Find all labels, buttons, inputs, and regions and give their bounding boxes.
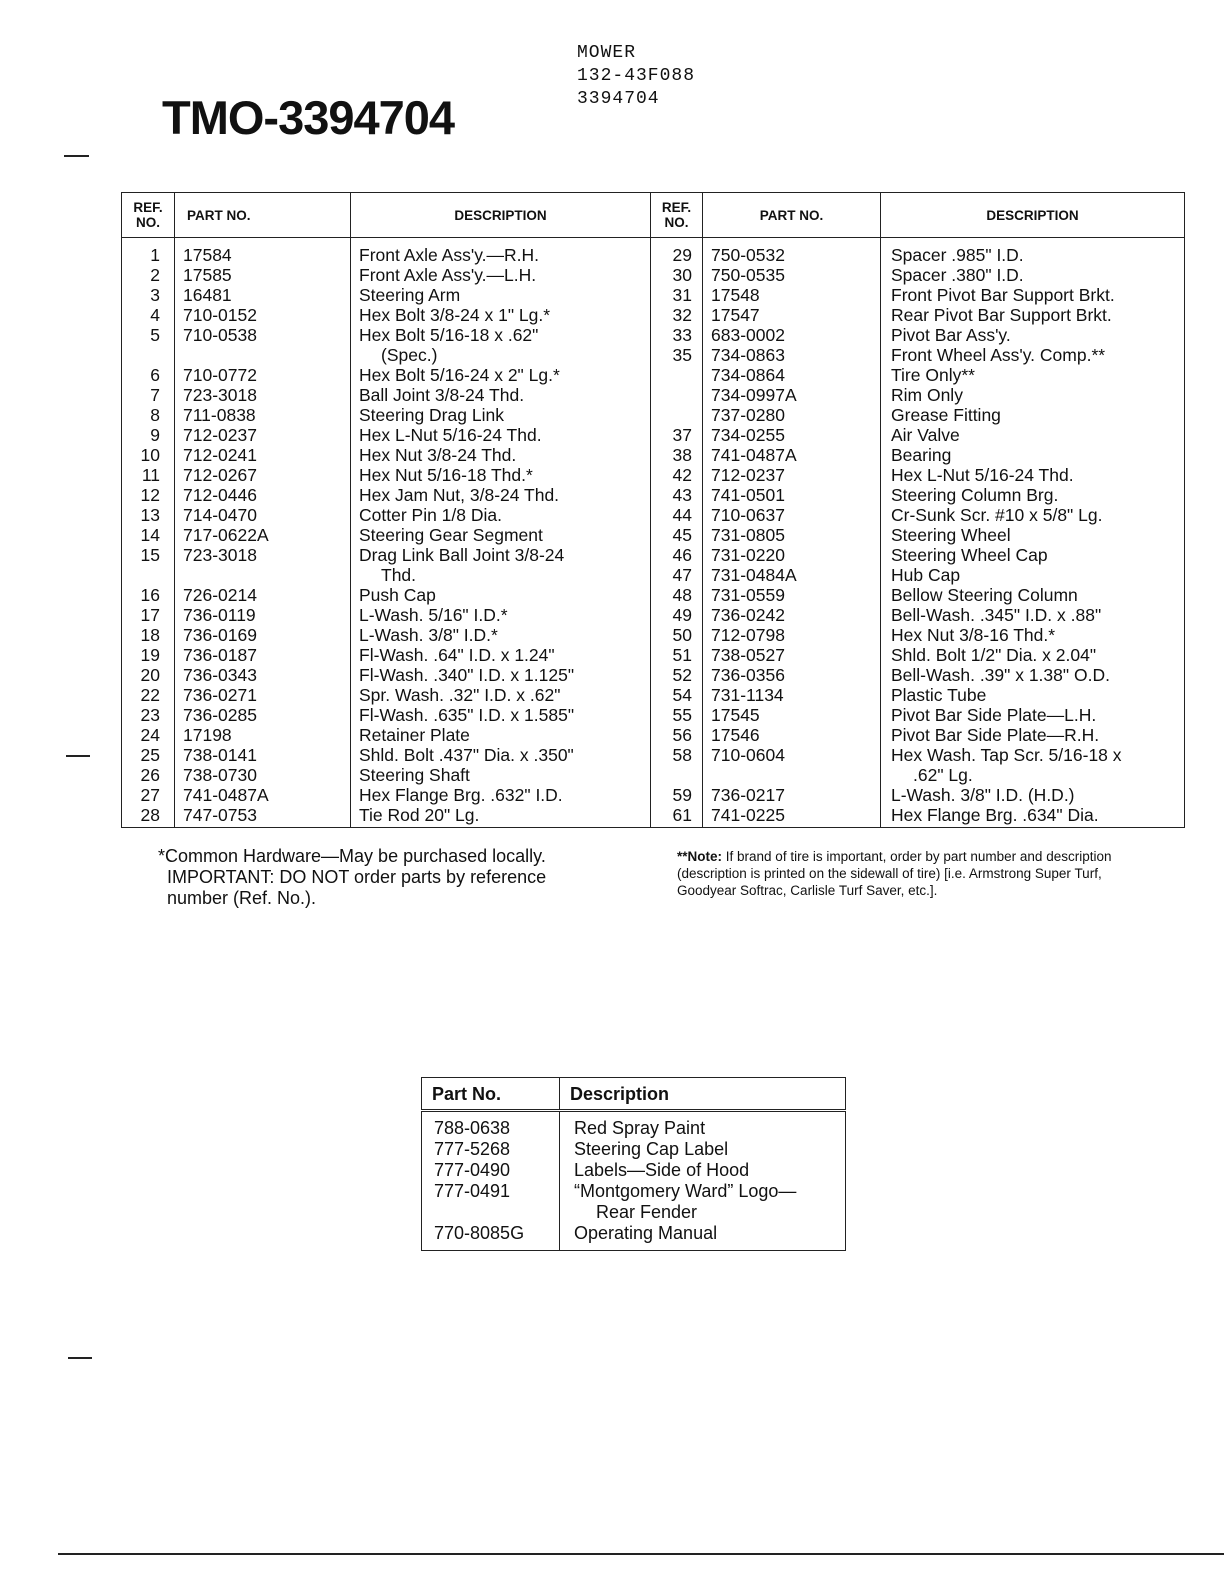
description-cell: Steering Shaft <box>351 765 651 785</box>
description-cell: Front Axle Ass'y.—R.H. <box>351 238 651 266</box>
table-row <box>122 445 1185 465</box>
description-cell: Steering Gear Segment <box>351 525 651 545</box>
description-continuation: .62" Lg. <box>913 765 973 785</box>
part-no-cell: 741-0487A <box>175 785 351 805</box>
part-no-cell: 777-0490 <box>422 1160 560 1181</box>
ref-no-header: REF. NO. <box>122 193 175 238</box>
part-no-cell: 712-0241 <box>175 445 351 465</box>
ref-no-cell: 38 <box>651 445 703 465</box>
table-row <box>122 605 1185 625</box>
part-no-cell: 736-0242 <box>703 605 881 625</box>
table-row <box>122 365 1185 385</box>
ref-no-cell <box>651 405 703 425</box>
description-cell: Hex Flange Brg. .632" I.D. <box>351 785 651 805</box>
part-no-cell: 750-0535 <box>703 265 881 285</box>
table-row <box>122 238 1185 266</box>
part-no-cell: 711-0838 <box>175 405 351 425</box>
ref-no-cell: 37 <box>651 425 703 445</box>
table-row <box>122 505 1185 525</box>
parts-table <box>121 192 1185 828</box>
parts-table-body <box>122 238 1185 828</box>
description-cell: Air Valve <box>881 425 1185 445</box>
table-row <box>122 545 1185 565</box>
table-row <box>122 405 1185 425</box>
description-cell: Steering Cap Label <box>560 1139 846 1160</box>
additional-parts-body <box>422 1111 846 1251</box>
table-row <box>122 665 1185 685</box>
description-cell: Front Wheel Ass'y. Comp.** <box>881 345 1185 365</box>
description-continuation: (Spec.) <box>381 345 438 365</box>
part-no-cell: 712-0798 <box>703 625 881 645</box>
part-no-cell <box>703 765 881 785</box>
description-cell: Tie Rod 20" Lg. <box>351 805 651 828</box>
table-row <box>122 465 1185 485</box>
description-cell <box>560 1202 846 1223</box>
ref-no-cell: 6 <box>122 365 175 385</box>
ref-no-cell: 9 <box>122 425 175 445</box>
description-cell: L-Wash. 3/8" I.D. (H.D.) <box>881 785 1185 805</box>
ref-no-cell: 24 <box>122 725 175 745</box>
note-line: number (Ref. No.). <box>167 888 317 908</box>
table-row <box>122 385 1185 405</box>
table-row <box>122 305 1185 325</box>
ref-no-cell <box>651 385 703 405</box>
model-line-code: 3394704 <box>577 89 660 109</box>
ref-no-cell: 10 <box>122 445 175 465</box>
description-cell: Spr. Wash. .32" I.D. x .62" <box>351 685 651 705</box>
part-no-cell: 738-0141 <box>175 745 351 765</box>
table-row <box>422 1181 846 1202</box>
note-line: IMPORTANT: DO NOT order parts by reference <box>167 867 547 887</box>
part-no-cell: 723-3018 <box>175 385 351 405</box>
description-cell: Rim Only <box>881 385 1185 405</box>
model-line-number: 132-43F088 <box>577 66 696 86</box>
margin-mark <box>64 155 89 157</box>
ref-no-cell: 33 <box>651 325 703 345</box>
description-cell: Grease Fitting <box>881 405 1185 425</box>
description-cell: Fl-Wash. .340" I.D. x 1.125" <box>351 665 651 685</box>
table-row <box>122 485 1185 505</box>
description-header-right: DESCRIPTION <box>881 193 1185 238</box>
model-info <box>577 42 695 111</box>
table-row <box>122 565 1185 585</box>
table-row <box>122 325 1185 345</box>
ref-no-cell: 19 <box>122 645 175 665</box>
bottom-rule <box>58 1553 1224 1555</box>
description-cell: Hex Bolt 5/16-18 x .62" <box>351 325 651 345</box>
part-no-cell: 777-5268 <box>422 1139 560 1160</box>
part-no-cell: 731-0805 <box>703 525 881 545</box>
description-cell: Hex Jam Nut, 3/8-24 Thd. <box>351 485 651 505</box>
ref-no-cell: 20 <box>122 665 175 685</box>
ref-no-cell: 61 <box>651 805 703 828</box>
part-no-cell: 788-0638 <box>422 1111 560 1140</box>
ref-no-cell: 31 <box>651 285 703 305</box>
description-continuation: Thd. <box>381 565 417 585</box>
tire-note-text: If brand of tire is important, order by part number and description (description is printed on the sidewall of tire) [i.e. Armstrong Super Turf, Goodyear Softrac, Carlisle Turf Saver, etc.]. <box>677 849 1112 898</box>
ref-no-cell <box>651 365 703 385</box>
part-no-header: PART NO. <box>175 193 351 238</box>
description-cell: Fl-Wash. .64" I.D. x 1.24" <box>351 645 651 665</box>
part-no-cell: 712-0237 <box>703 465 881 485</box>
part-no-cell: 17585 <box>175 265 351 285</box>
ref-no-cell: 23 <box>122 705 175 725</box>
part-no-cell: 734-0255 <box>703 425 881 445</box>
part-no-cell: 712-0267 <box>175 465 351 485</box>
ref-no-cell: 8 <box>122 405 175 425</box>
ref-no-cell: 32 <box>651 305 703 325</box>
description-cell: Cr-Sunk Scr. #10 x 5/8" Lg. <box>881 505 1185 525</box>
table-row <box>422 1223 846 1251</box>
margin-mark <box>68 1357 92 1359</box>
ref-no-cell: 50 <box>651 625 703 645</box>
ref-no-cell: 48 <box>651 585 703 605</box>
description-cell: Steering Column Brg. <box>881 485 1185 505</box>
part-no-cell: 750-0532 <box>703 238 881 266</box>
part-no-cell: 736-0271 <box>175 685 351 705</box>
ref-no-header-right: REF. NO. <box>651 193 703 238</box>
description-cell: Spacer .380" I.D. <box>881 265 1185 285</box>
description-cell: Hex Nut 5/16-18 Thd.* <box>351 465 651 485</box>
ref-no-cell: 1 <box>122 238 175 266</box>
description-cell: Plastic Tube <box>881 685 1185 705</box>
description-cell: “Montgomery Ward” Logo— <box>560 1181 846 1202</box>
part-no-cell: 731-1134 <box>703 685 881 705</box>
part-no-cell: 777-0491 <box>422 1181 560 1202</box>
part-no-cell: 726-0214 <box>175 585 351 605</box>
ref-no-cell: 13 <box>122 505 175 525</box>
description-cell: Hub Cap <box>881 565 1185 585</box>
ref-no-cell: 12 <box>122 485 175 505</box>
part-no-cell <box>175 345 351 365</box>
part-no-cell: 736-0187 <box>175 645 351 665</box>
description-cell: Hex Wash. Tap Scr. 5/16-18 x <box>881 745 1185 765</box>
additional-parts-header <box>422 1078 846 1111</box>
part-no-cell: 712-0446 <box>175 485 351 505</box>
part-no-cell: 17198 <box>175 725 351 745</box>
part-no-cell: 710-0538 <box>175 325 351 345</box>
table-row <box>122 625 1185 645</box>
part-no-cell <box>175 565 351 585</box>
description-cell: Hex Nut 3/8-24 Thd. <box>351 445 651 465</box>
table-row <box>122 585 1185 605</box>
description-cell: Bell-Wash. .39" x 1.38" O.D. <box>881 665 1185 685</box>
part-no-cell: 714-0470 <box>175 505 351 525</box>
ref-no-cell: 52 <box>651 665 703 685</box>
part-no-cell: 738-0527 <box>703 645 881 665</box>
description-cell: Bearing <box>881 445 1185 465</box>
part-no-cell: 723-3018 <box>175 545 351 565</box>
description-cell: Hex Nut 3/8-16 Thd.* <box>881 625 1185 645</box>
ref-no-cell: 11 <box>122 465 175 485</box>
description-cell: Front Pivot Bar Support Brkt. <box>881 285 1185 305</box>
table-row <box>122 685 1185 705</box>
ref-no-cell: 5 <box>122 325 175 345</box>
part-no-cell: 710-0637 <box>703 505 881 525</box>
ref-no-cell: 7 <box>122 385 175 405</box>
ref-no-cell: 27 <box>122 785 175 805</box>
ref-no-cell: 15 <box>122 545 175 565</box>
part-no-cell: 17584 <box>175 238 351 266</box>
description-cell: Labels—Side of Hood <box>560 1160 846 1181</box>
part-no-header-right: PART NO. <box>703 193 881 238</box>
description-cell: Hex L-Nut 5/16-24 Thd. <box>881 465 1185 485</box>
table-row <box>422 1202 846 1223</box>
ref-no-cell: 46 <box>651 545 703 565</box>
model-line-type: MOWER <box>577 43 637 63</box>
ref-no-cell: 28 <box>122 805 175 828</box>
part-no-cell: 731-0559 <box>703 585 881 605</box>
description-cell: Drag Link Ball Joint 3/8-24 <box>351 545 651 565</box>
part-no-cell: 747-0753 <box>175 805 351 828</box>
description-cell: Steering Wheel Cap <box>881 545 1185 565</box>
parts-table-header <box>122 193 1185 238</box>
part-no-cell: 731-0484A <box>703 565 881 585</box>
description-header: DESCRIPTION <box>351 193 651 238</box>
part-no-header: Part No. <box>422 1078 560 1111</box>
part-no-cell: 736-0285 <box>175 705 351 725</box>
part-no-cell: 16481 <box>175 285 351 305</box>
table-row <box>422 1139 846 1160</box>
description-cell: L-Wash. 5/16" I.D.* <box>351 605 651 625</box>
note-line: *Common Hardware—May be purchased locally. <box>158 846 546 866</box>
description-continuation: Rear Fender <box>596 1202 698 1222</box>
ref-no-cell: 58 <box>651 745 703 765</box>
part-no-cell: 17546 <box>703 725 881 745</box>
tire-brand-note <box>677 848 1157 899</box>
ref-no-cell: 47 <box>651 565 703 585</box>
description-cell: Red Spray Paint <box>560 1111 846 1140</box>
description-cell: L-Wash. 3/8" I.D.* <box>351 625 651 645</box>
ref-no-cell <box>122 565 175 585</box>
description-cell: Hex Flange Brg. .634" Dia. <box>881 805 1185 828</box>
part-no-cell: 741-0487A <box>703 445 881 465</box>
description-cell: Ball Joint 3/8-24 Thd. <box>351 385 651 405</box>
part-no-cell: 710-0772 <box>175 365 351 385</box>
table-row <box>122 745 1185 765</box>
additional-parts-table <box>421 1077 846 1251</box>
description-cell: Tire Only** <box>881 365 1185 385</box>
ref-no-cell: 49 <box>651 605 703 625</box>
description-cell: Hex Bolt 3/8-24 x 1" Lg.* <box>351 305 651 325</box>
ref-no-cell: 43 <box>651 485 703 505</box>
part-no-cell: 731-0220 <box>703 545 881 565</box>
table-row <box>422 1160 846 1181</box>
part-no-cell: 717-0622A <box>175 525 351 545</box>
ref-no-cell <box>122 345 175 365</box>
description-cell: Front Axle Ass'y.—L.H. <box>351 265 651 285</box>
ref-no-cell: 56 <box>651 725 703 745</box>
description-cell: Steering Wheel <box>881 525 1185 545</box>
description-cell <box>351 565 651 585</box>
ref-no-cell: 14 <box>122 525 175 545</box>
ref-no-cell: 18 <box>122 625 175 645</box>
description-cell: Pivot Bar Side Plate—L.H. <box>881 705 1185 725</box>
description-cell: Cotter Pin 1/8 Dia. <box>351 505 651 525</box>
part-no-cell: 736-0169 <box>175 625 351 645</box>
part-no-cell <box>422 1202 560 1223</box>
part-no-cell: 710-0152 <box>175 305 351 325</box>
part-no-cell: 683-0002 <box>703 325 881 345</box>
part-no-cell: 741-0225 <box>703 805 881 828</box>
part-no-cell: 17548 <box>703 285 881 305</box>
description-cell: Rear Pivot Bar Support Brkt. <box>881 305 1185 325</box>
description-cell: Pivot Bar Ass'y. <box>881 325 1185 345</box>
description-cell: Hex L-Nut 5/16-24 Thd. <box>351 425 651 445</box>
document-title: TMO-3394704 <box>162 91 455 144</box>
tire-note-label: **Note: <box>677 849 723 864</box>
table-row <box>122 285 1185 305</box>
ref-no-cell: 54 <box>651 685 703 705</box>
part-no-cell: 734-0997A <box>703 385 881 405</box>
description-cell: Push Cap <box>351 585 651 605</box>
ref-no-cell: 3 <box>122 285 175 305</box>
description-cell: Shld. Bolt .437" Dia. x .350" <box>351 745 651 765</box>
part-no-cell: 710-0604 <box>703 745 881 765</box>
margin-mark <box>66 755 90 757</box>
part-no-cell: 17545 <box>703 705 881 725</box>
ref-no-cell: 16 <box>122 585 175 605</box>
ref-no-cell: 29 <box>651 238 703 266</box>
description-cell: Operating Manual <box>560 1223 846 1251</box>
description-cell: Retainer Plate <box>351 725 651 745</box>
ref-no-cell: 4 <box>122 305 175 325</box>
table-row <box>122 725 1185 745</box>
ref-no-cell: 42 <box>651 465 703 485</box>
description-cell: Bell-Wash. .345" I.D. x .88" <box>881 605 1185 625</box>
part-no-cell: 736-0119 <box>175 605 351 625</box>
part-no-cell: 734-0864 <box>703 365 881 385</box>
part-no-cell: 770-8085G <box>422 1223 560 1251</box>
ref-no-cell: 2 <box>122 265 175 285</box>
part-no-cell: 736-0343 <box>175 665 351 685</box>
table-row <box>122 765 1185 785</box>
common-hardware-note <box>158 846 546 909</box>
description-cell <box>351 345 651 365</box>
description-cell: Fl-Wash. .635" I.D. x 1.585" <box>351 705 651 725</box>
table-row <box>122 345 1185 365</box>
ref-no-cell: 26 <box>122 765 175 785</box>
part-no-cell: 737-0280 <box>703 405 881 425</box>
table-row <box>422 1111 846 1140</box>
ref-no-cell: 44 <box>651 505 703 525</box>
ref-no-cell: 25 <box>122 745 175 765</box>
ref-no-cell: 51 <box>651 645 703 665</box>
part-no-cell: 734-0863 <box>703 345 881 365</box>
table-row <box>122 425 1185 445</box>
part-no-cell: 738-0730 <box>175 765 351 785</box>
part-no-cell: 741-0501 <box>703 485 881 505</box>
table-row <box>122 265 1185 285</box>
description-cell: Hex Bolt 5/16-24 x 2" Lg.* <box>351 365 651 385</box>
description-cell: Bellow Steering Column <box>881 585 1185 605</box>
ref-no-cell: 59 <box>651 785 703 805</box>
description-cell: Pivot Bar Side Plate—R.H. <box>881 725 1185 745</box>
table-row <box>122 645 1185 665</box>
ref-no-cell: 55 <box>651 705 703 725</box>
part-no-cell: 17547 <box>703 305 881 325</box>
ref-no-cell: 17 <box>122 605 175 625</box>
part-no-cell: 736-0217 <box>703 785 881 805</box>
description-cell: Shld. Bolt 1/2" Dia. x 2.04" <box>881 645 1185 665</box>
description-cell: Steering Arm <box>351 285 651 305</box>
ref-no-cell: 22 <box>122 685 175 705</box>
description-cell <box>881 765 1185 785</box>
ref-no-cell <box>651 765 703 785</box>
ref-no-cell: 30 <box>651 265 703 285</box>
part-no-cell: 736-0356 <box>703 665 881 685</box>
description-cell: Steering Drag Link <box>351 405 651 425</box>
description-header: Description <box>560 1078 846 1111</box>
table-row <box>122 805 1185 828</box>
description-cell: Spacer .985" I.D. <box>881 238 1185 266</box>
part-no-cell: 712-0237 <box>175 425 351 445</box>
ref-no-cell: 35 <box>651 345 703 365</box>
ref-no-cell: 45 <box>651 525 703 545</box>
table-row <box>122 525 1185 545</box>
table-row <box>122 785 1185 805</box>
table-row <box>122 705 1185 725</box>
